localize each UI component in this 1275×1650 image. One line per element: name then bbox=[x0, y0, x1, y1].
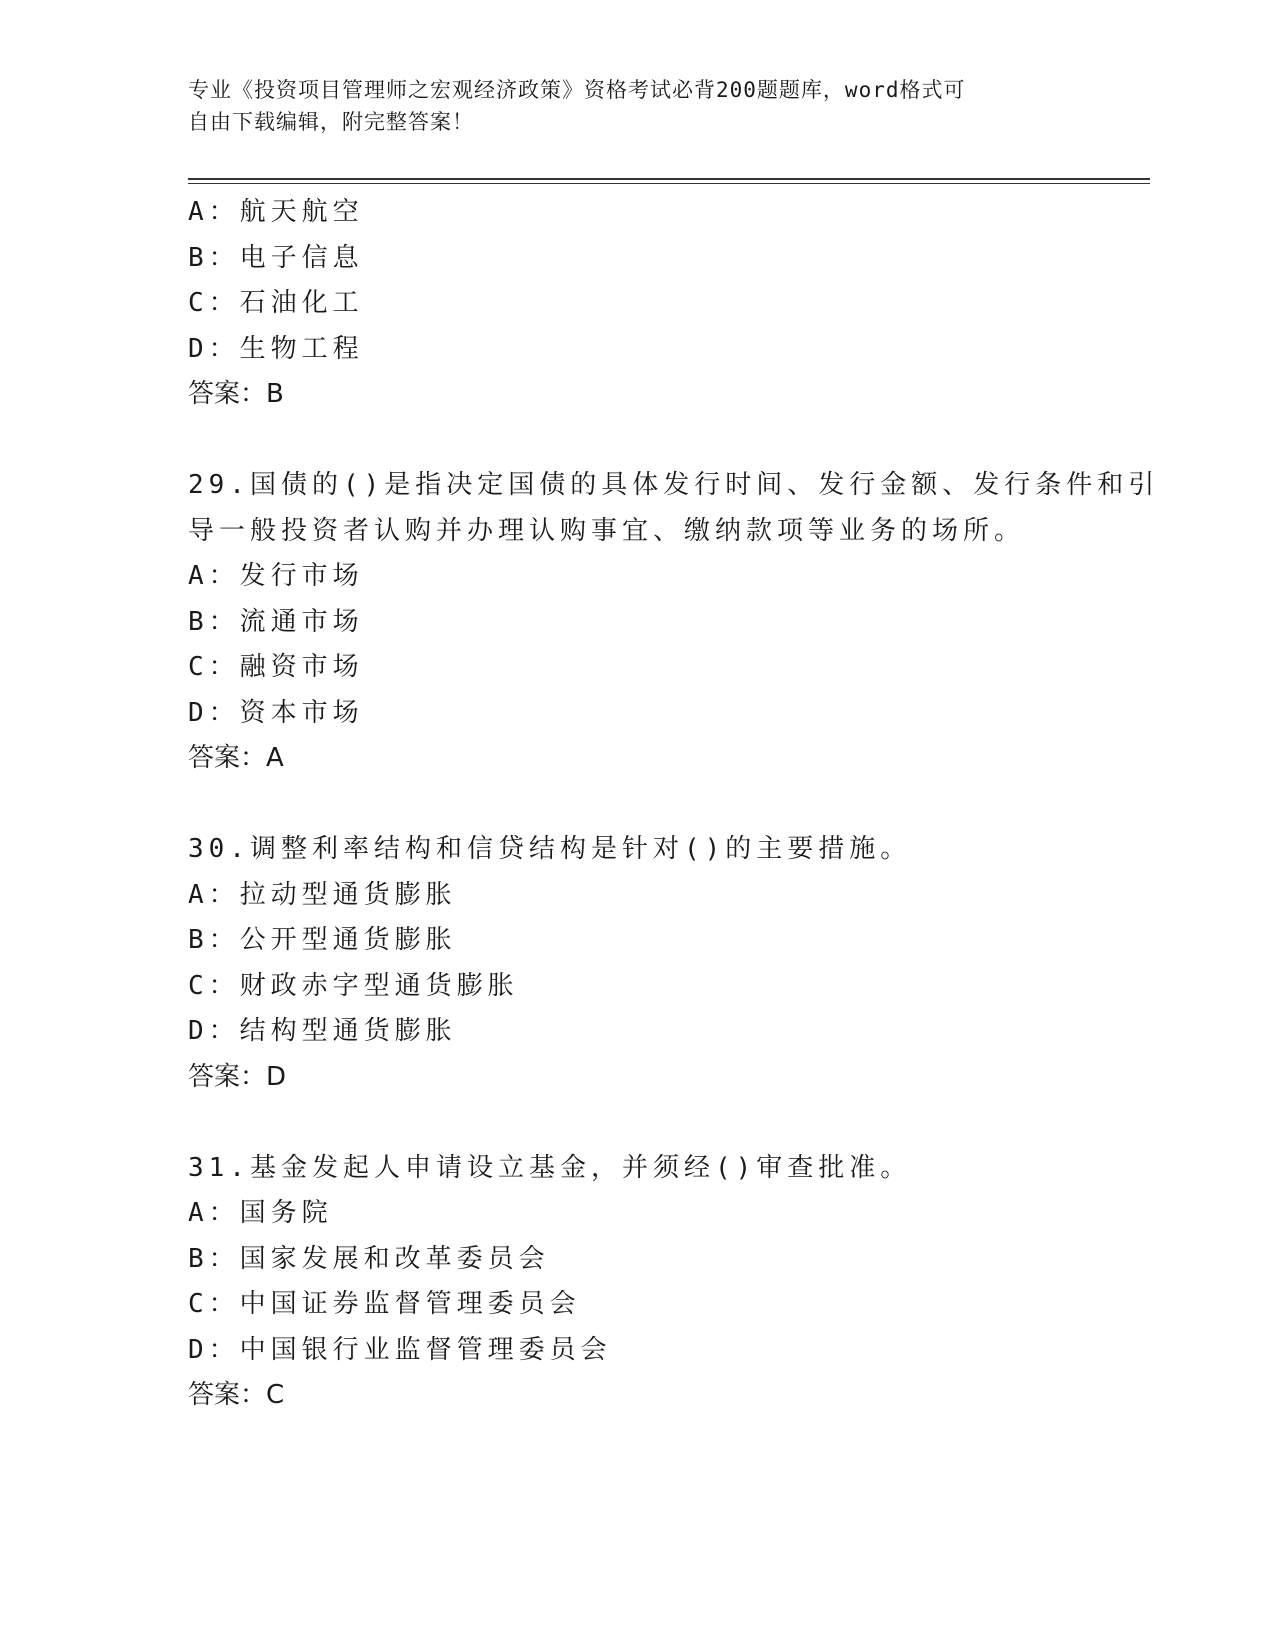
option-a: A：发行市场 bbox=[188, 561, 364, 591]
option-b: B：公开型通货膨胀 bbox=[188, 925, 457, 955]
question-stem-line-1: 30.调整利率结构和信贷结构是针对()的主要措施。 bbox=[188, 834, 912, 864]
option-b: B：电子信息 bbox=[188, 242, 364, 273]
question-block bbox=[188, 190, 1068, 418]
option-c: C：融资市场 bbox=[188, 652, 364, 682]
document-header bbox=[188, 74, 1068, 138]
option-d: D：中国银行业监督管理委员会 bbox=[188, 1334, 612, 1365]
header-title-line-2: 自由下载编辑，附完整答案！ bbox=[188, 110, 474, 134]
option-a: A：国务院 bbox=[188, 1198, 333, 1228]
option-d: D：结构型通货膨胀 bbox=[188, 1016, 457, 1046]
option-b: B：流通市场 bbox=[188, 606, 364, 637]
answer-text: 答案：B bbox=[188, 379, 284, 409]
question-block bbox=[188, 463, 1160, 782]
spacer bbox=[188, 418, 1068, 464]
question-block bbox=[188, 1146, 1068, 1419]
option-a: A：航天航空 bbox=[188, 197, 364, 227]
option-c: C：石油化工 bbox=[188, 288, 364, 318]
spacer bbox=[188, 782, 1068, 828]
option-d: D：生物工程 bbox=[188, 333, 364, 364]
question-stem-line-2: 导一般投资者认购并办理认购事宜、缴纳款项等业务的场所。 bbox=[188, 515, 1026, 546]
question-stem-line-1: 29.国债的()是指决定国债的具体发行时间、发行金额、发行条件和引 bbox=[188, 470, 1160, 500]
option-b: B：国家发展和改革委员会 bbox=[188, 1243, 550, 1274]
option-c: C：财政赤字型通货膨胀 bbox=[188, 970, 519, 1001]
answer-text: 答案：D bbox=[188, 1061, 287, 1092]
spacer bbox=[188, 1100, 1068, 1146]
question-list bbox=[188, 190, 1160, 1419]
question-block bbox=[188, 827, 1068, 1100]
option-d: D：资本市场 bbox=[188, 697, 364, 728]
question-stem-line-1: 31.基金发起人申请设立基金，并须经()审查批准。 bbox=[188, 1152, 912, 1183]
option-c: C：中国证券监督管理委员会 bbox=[188, 1289, 581, 1319]
header-divider bbox=[188, 178, 1150, 184]
option-a: A：拉动型通货膨胀 bbox=[188, 879, 457, 910]
answer-text: 答案：A bbox=[188, 743, 284, 773]
answer-text: 答案：C bbox=[188, 1380, 285, 1410]
header-title-line-1: 专业《投资项目管理师之宏观经济政策》资格考试必背200题题库，word格式可 bbox=[188, 78, 966, 102]
